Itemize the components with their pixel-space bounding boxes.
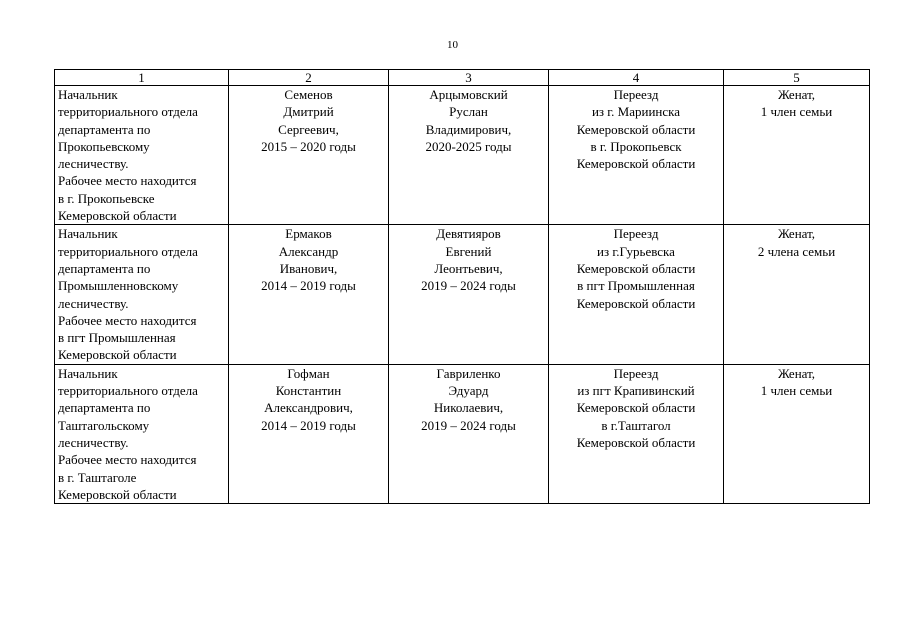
- cell-text-line: Промышленновскому: [58, 278, 179, 294]
- cell-text-line: в пгт Промышленная: [58, 330, 176, 346]
- cell-text-line: в г. Таштаголе: [58, 469, 137, 485]
- cell-text-line: Кемеровской области: [576, 400, 696, 416]
- cell-text-line: департамента по: [58, 260, 151, 276]
- column-header-5: 5: [724, 70, 870, 86]
- cell-text-line: лесничеству.: [58, 295, 129, 311]
- table-row: [55, 364, 870, 503]
- cell-text-line: 1 член семьи: [760, 383, 833, 399]
- cell-text-line: Евгений: [445, 243, 492, 259]
- cell-text-line: Женат,: [777, 226, 816, 242]
- cell-text-line: Кемеровской области: [576, 260, 696, 276]
- cell-text-line: Иванович,: [279, 260, 338, 276]
- position-cell: [55, 225, 229, 364]
- cell-text-line: Начальник: [58, 87, 118, 102]
- cell-text-line: Переезд: [613, 87, 659, 102]
- cell-text-line: Владимирович,: [425, 121, 512, 137]
- cell-text-line: Женат,: [777, 87, 816, 102]
- table-header: [55, 70, 870, 86]
- cell-text-line: из г. Мариинска: [591, 104, 681, 120]
- cell-text-line: Женат,: [777, 365, 816, 381]
- cell-text-line: Ермаков: [285, 226, 332, 242]
- cell-text-line: 2019 – 2024 годы: [421, 278, 516, 294]
- cell-text-line: Кемеровской области: [58, 486, 177, 502]
- cell-text-line: Константин: [275, 383, 342, 399]
- table-row: [55, 86, 870, 225]
- cell-text-line: Александр: [278, 243, 339, 259]
- cell-text-line: 2019 – 2024 годы: [421, 417, 516, 433]
- relocation-cell: [549, 225, 724, 364]
- cell-text-line: Начальник: [58, 226, 118, 242]
- cell-text-line: 2014 – 2019 годы: [261, 417, 356, 433]
- family-status-cell: [724, 225, 870, 364]
- cell-text-line: в пгт Промышленная: [577, 278, 695, 294]
- cell-text-line: в г.Таштагол: [601, 417, 671, 433]
- successor-cell: [389, 86, 549, 225]
- current-holder-cell: [229, 225, 389, 364]
- column-header-3: 3: [389, 70, 549, 86]
- cell-text-line: Переезд: [613, 226, 659, 242]
- cell-text-line: 2015 – 2020 годы: [261, 138, 356, 154]
- cell-text-line: в г. Прокопьевске: [58, 190, 155, 206]
- cell-text-line: территориального отдела: [58, 383, 198, 399]
- table-row: [55, 225, 870, 364]
- table-body: [55, 86, 870, 504]
- cell-text-line: Семенов: [284, 87, 333, 102]
- cell-text-line: Арцымовский: [429, 87, 508, 102]
- family-status-cell: [724, 86, 870, 225]
- cell-text-line: департамента по: [58, 121, 151, 137]
- cell-text-line: Леонтьевич,: [434, 260, 503, 276]
- cell-text-line: 2 члена семьи: [757, 243, 836, 259]
- cell-text-line: из пгт Крапивинский: [577, 383, 695, 399]
- cell-text-line: Кемеровской области: [576, 156, 696, 172]
- cell-text-line: Эдуард: [448, 383, 489, 399]
- relocation-cell: [549, 364, 724, 503]
- cell-text-line: Сергеевич,: [278, 121, 339, 137]
- cell-text-line: Гавриленко: [436, 365, 501, 381]
- column-header-4: 4: [549, 70, 724, 86]
- cell-text-line: 2014 – 2019 годы: [261, 278, 356, 294]
- column-header-1: 1: [55, 70, 229, 86]
- cell-text-line: Девятияров: [436, 226, 501, 242]
- cell-text-line: 2020-2025 годы: [425, 138, 512, 154]
- cell-text-line: Кемеровской области: [58, 347, 177, 363]
- cell-text-line: лесничеству.: [58, 156, 129, 172]
- relocation-cell: [549, 86, 724, 225]
- current-holder-cell: [229, 86, 389, 225]
- cell-text-line: Александрович,: [264, 400, 353, 416]
- family-status-cell: [724, 364, 870, 503]
- cell-text-line: Прокопьевскому: [58, 138, 150, 154]
- header-row: [55, 70, 870, 86]
- current-holder-cell: [229, 364, 389, 503]
- position-cell: [55, 86, 229, 225]
- cell-text-line: Переезд: [613, 365, 659, 381]
- cell-text-line: Рабочее место находится: [58, 312, 197, 328]
- cell-text-line: Дмитрий: [283, 104, 334, 120]
- cell-text-line: Кемеровской области: [576, 434, 696, 450]
- cell-text-line: Кемеровской области: [58, 208, 177, 224]
- cell-text-line: территориального отдела: [58, 243, 198, 259]
- cell-text-line: лесничеству.: [58, 434, 129, 450]
- cell-text-line: территориального отдела: [58, 104, 198, 120]
- cell-text-line: Кемеровской области: [576, 295, 696, 311]
- column-header-2: 2: [229, 70, 389, 86]
- personnel-rotation-table: [54, 69, 870, 504]
- cell-text-line: Начальник: [58, 365, 118, 381]
- position-cell: [55, 364, 229, 503]
- successor-cell: [389, 364, 549, 503]
- cell-text-line: Рабочее место находится: [58, 173, 197, 189]
- cell-text-line: 1 член семьи: [760, 104, 833, 120]
- cell-text-line: из г.Гурьевска: [597, 243, 675, 259]
- page-number: 10: [447, 39, 458, 51]
- cell-text-line: Гофман: [287, 365, 330, 381]
- cell-text-line: департамента по: [58, 400, 151, 416]
- successor-cell: [389, 225, 549, 364]
- cell-text-line: в г. Прокопьевск: [590, 138, 682, 154]
- cell-text-line: Кемеровской области: [576, 121, 696, 137]
- cell-text-line: Николаевич,: [433, 400, 504, 416]
- cell-text-line: Руслан: [449, 104, 488, 120]
- cell-text-line: Рабочее место находится: [58, 452, 197, 468]
- cell-text-line: Таштагольскому: [58, 417, 150, 433]
